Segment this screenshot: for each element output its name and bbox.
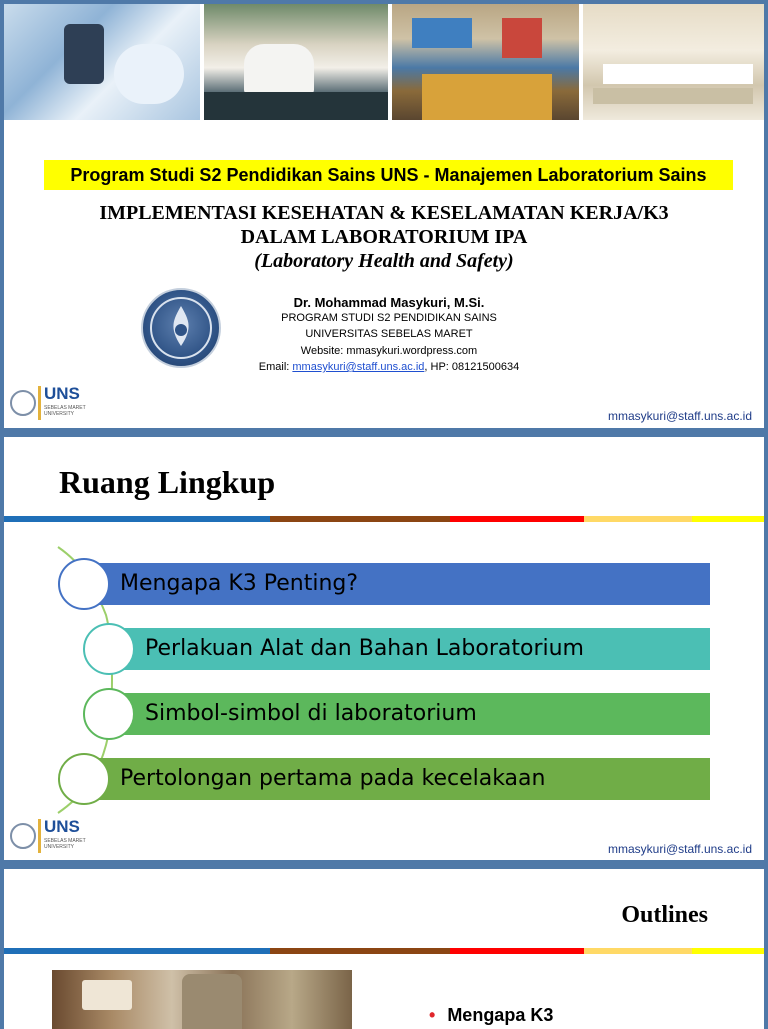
author-name: Dr. Mohammad Masykuri, M.Si. [293,295,485,310]
slide-heading: Ruang Lingkup [59,464,276,500]
scope-item-label: Pertolongan pertama pada kecelakaan [120,766,546,791]
photo-chemical-bottles [52,970,352,1029]
program-banner: Program Studi S2 Pendidikan Sains UNS - Manajemen Laboratorium Sains [44,160,733,190]
scope-item-label: Mengapa K3 Penting? [120,571,359,596]
scope-item-1[interactable] [83,563,710,605]
footer-email: mmasykuri@staff.uns.ac.id [607,842,752,856]
uns-logo-text: UNS [44,817,80,836]
uns-logo [10,384,90,426]
scope-item-label: Perlakuan Alat dan Bahan Laboratorium [145,636,584,661]
outline-bullet [429,1005,553,1026]
website-text: Website: mmasykuri.wordpress.com [300,345,478,357]
uns-logo [10,817,90,859]
photo-lab-room [583,4,764,120]
scope-item-1-marker [58,558,110,610]
university-name: UNIVERSITAS SEBELAS MARET [305,328,473,340]
bullet-icon: • [429,1005,436,1025]
scope-item-label: Simbol-simbol di laboratorium [145,701,477,726]
photo-lab-storage [392,4,579,120]
slide-heading: Outlines [621,902,708,928]
outlines-slide [4,869,764,1029]
scope-item-4-marker [58,753,110,805]
slide-title-line-1: IMPLEMENTASI KESEHATAN & KESELAMATAN KERJA/K3 [99,202,669,224]
scope-item-2[interactable] [109,628,710,670]
slide-title-line-2: DALAM LABORATORIUM IPA [240,226,528,248]
program-name: PROGRAM STUDI S2 PENDIDIKAN SAINS [281,312,497,324]
slide-subtitle: (Laboratory Health and Safety) [254,250,514,272]
scope-slide [4,437,764,860]
contact-line [204,361,574,373]
uns-logo-text: UNS [44,384,80,403]
outline-bullet-text: Mengapa K3 [447,1005,554,1025]
scope-item-3-marker [83,688,135,740]
uns-logo-subtext: SEBELAS MARET UNIVERSITY [44,405,86,417]
color-stripe [4,948,764,954]
uns-seal-icon [10,823,36,849]
photo-microscope [4,4,200,120]
photo-students-lab [204,4,388,120]
phone-text: , HP: 08121500634 [424,361,520,373]
email-link[interactable]: mmasykuri@staff.uns.ac.id [292,361,425,373]
scope-item-3[interactable] [109,693,710,735]
uns-seal-icon [10,390,36,416]
scope-item-2-marker [83,623,135,675]
footer-email: mmasykuri@staff.uns.ac.id [607,409,752,423]
title-slide [4,4,764,428]
scope-item-4[interactable] [83,758,710,800]
uns-logo-subtext: SEBELAS MARET UNIVERSITY [44,838,86,850]
email-label: Email: [258,361,293,373]
color-stripe [4,516,764,522]
